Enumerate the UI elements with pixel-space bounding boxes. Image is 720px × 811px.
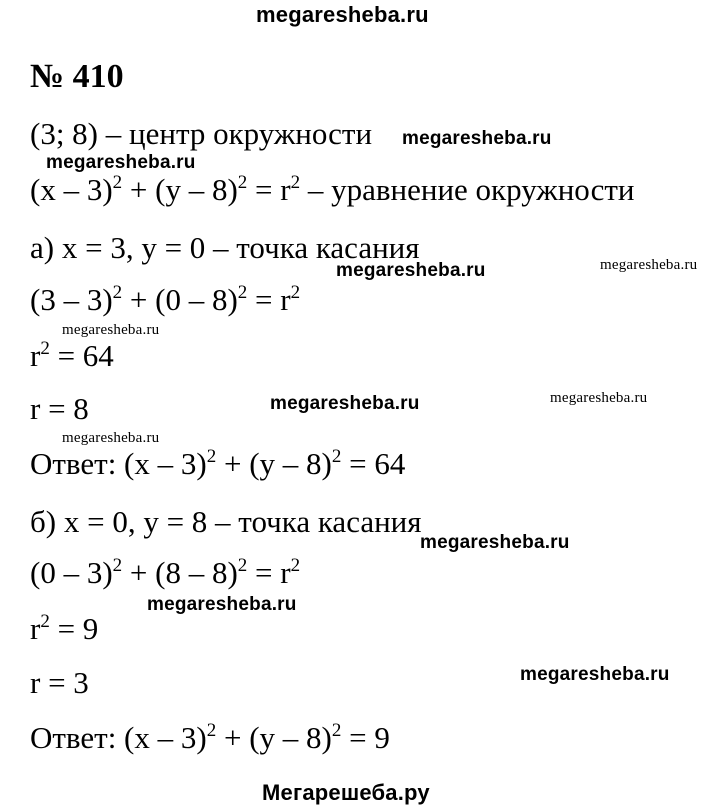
part-a-radius: r = 8 (30, 391, 89, 426)
watermark: megaresheba.ru (336, 260, 486, 281)
part-a-answer: Ответ: (x – 3)$^2$ + (y – 8)$^2$ = 64 (30, 446, 406, 481)
watermark: megaresheba.ru (62, 322, 160, 338)
part-b-substitution: $(0 - 3)^2 + (8 - 8)^2 = r^2$ (30, 555, 301, 590)
general-equation: $(x - 3)^2 + (y - 8)^2 = r^2$ – уравнение окружности (30, 172, 635, 207)
watermark: megaresheba.ru (147, 594, 297, 615)
center-line: (3; 8) – центр окружности (30, 116, 373, 151)
watermark: megaresheba.ru (600, 257, 698, 273)
part-a-r-squared: $r^2 = 64$ (30, 338, 114, 373)
part-b-answer: Ответ: (x – 3)$^2$ + (y – 8)$^2$ = 9 (30, 720, 390, 755)
part-a-point: а) x = 3, y = 0 – точка касания (30, 230, 420, 265)
watermark: megaresheba.ru (62, 430, 160, 446)
watermark: megaresheba.ru (46, 152, 196, 173)
problem-number: № 410 (30, 58, 124, 95)
footer-site-label: Мегарешеба.ру (262, 780, 430, 805)
header-site-label: megaresheba.ru (256, 2, 429, 27)
watermark: megaresheba.ru (550, 390, 648, 406)
watermark: megaresheba.ru (270, 393, 420, 414)
part-b-radius: r = 3 (30, 665, 89, 700)
watermark: megaresheba.ru (420, 532, 570, 553)
watermark: megaresheba.ru (402, 128, 552, 149)
part-b-point: б) x = 0, y = 8 – точка касания (30, 504, 422, 539)
part-b-r-squared: $r^2 = 9$ (30, 611, 99, 646)
watermark: megaresheba.ru (520, 664, 670, 685)
part-a-substitution: $(3 - 3)^2 + (0 - 8)^2 = r^2$ (30, 282, 301, 317)
